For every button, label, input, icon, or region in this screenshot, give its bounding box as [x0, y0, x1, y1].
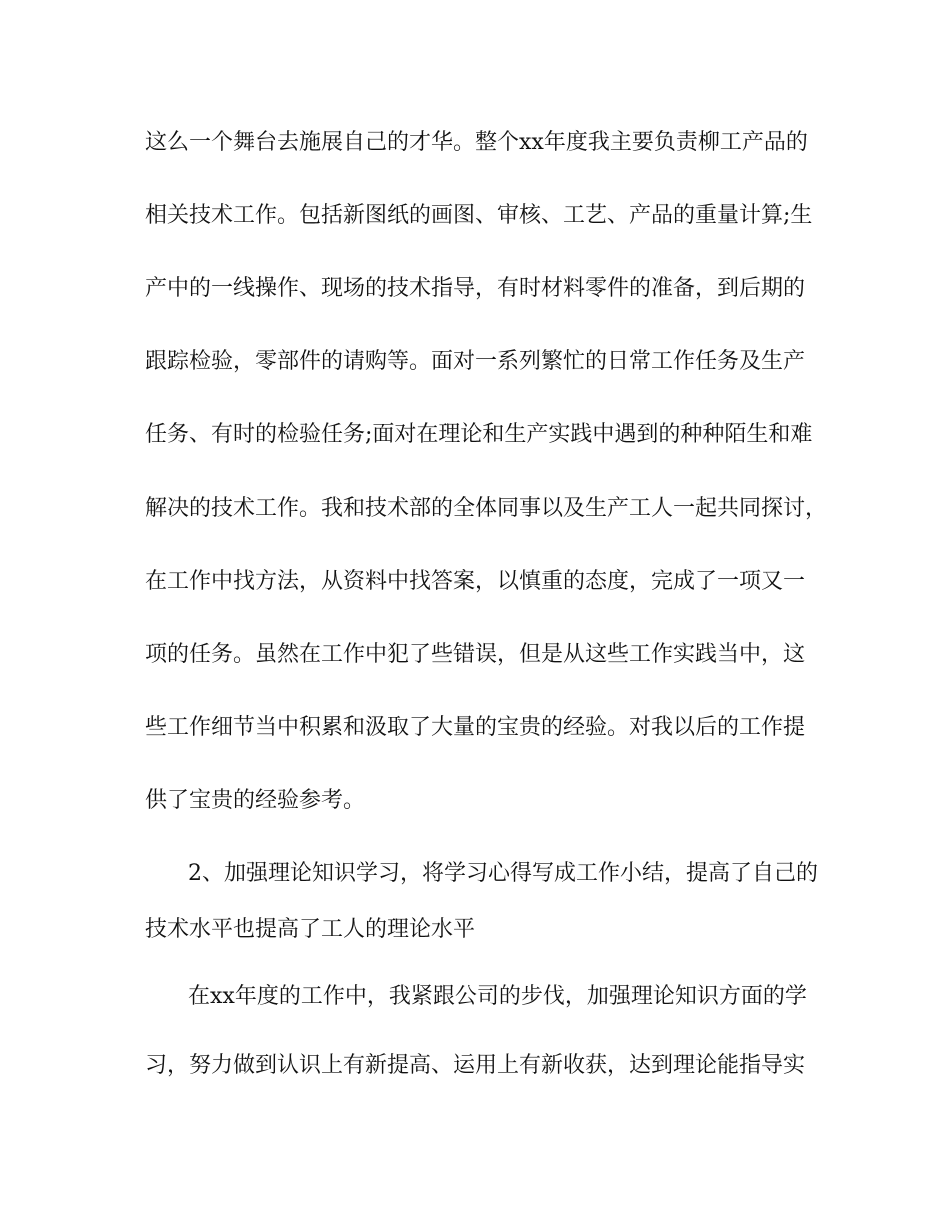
- section-heading-line: 2、加强理论知识学习，将学习心得写成工作小结，提高了自己的: [188, 861, 818, 886]
- text-line: 任务、有时的检验任务;面对在理论和生产实践中遇到的种种陌生和难: [145, 422, 813, 447]
- text-line: 这么一个舞台去施展自己的才华。整个xx年度我主要负责柳工产品的: [145, 130, 808, 155]
- text-line: 些工作细节当中积累和汲取了大量的宝贵的经验。对我以后的工作提: [145, 715, 806, 740]
- text-line: 习，努力做到认识上有新提高、运用上有新收获，达到理论能指导实: [145, 1053, 806, 1078]
- text-line: 在工作中找方法，从资料中找答案，以慎重的态度，完成了一项又一: [145, 569, 806, 594]
- paragraph-first-line: 在xx年度的工作中，我紧跟公司的步伐，加强理论知识方面的学: [188, 984, 807, 1009]
- text-line: 产中的一线操作、现场的技术指导，有时材料零件的准备，到后期的: [145, 276, 806, 301]
- section-heading-line: 技术水平也提高了工人的理论水平: [145, 917, 476, 942]
- text-line: 项的任务。虽然在工作中犯了些错误，但是从这些工作实践当中，这: [145, 642, 806, 667]
- text-line: 解决的技术工作。我和技术部的全体同事以及生产工人一起共同探讨，: [145, 496, 828, 521]
- text-line: 相关技术工作。包括新图纸的画图、审核、工艺、产品的重量计算;生: [145, 203, 813, 228]
- text-line: 供了宝贵的经验参考。: [145, 788, 366, 813]
- text-line: 跟踪检验，零部件的请购等。面对一系列繁忙的日常工作任务及生产: [145, 349, 806, 374]
